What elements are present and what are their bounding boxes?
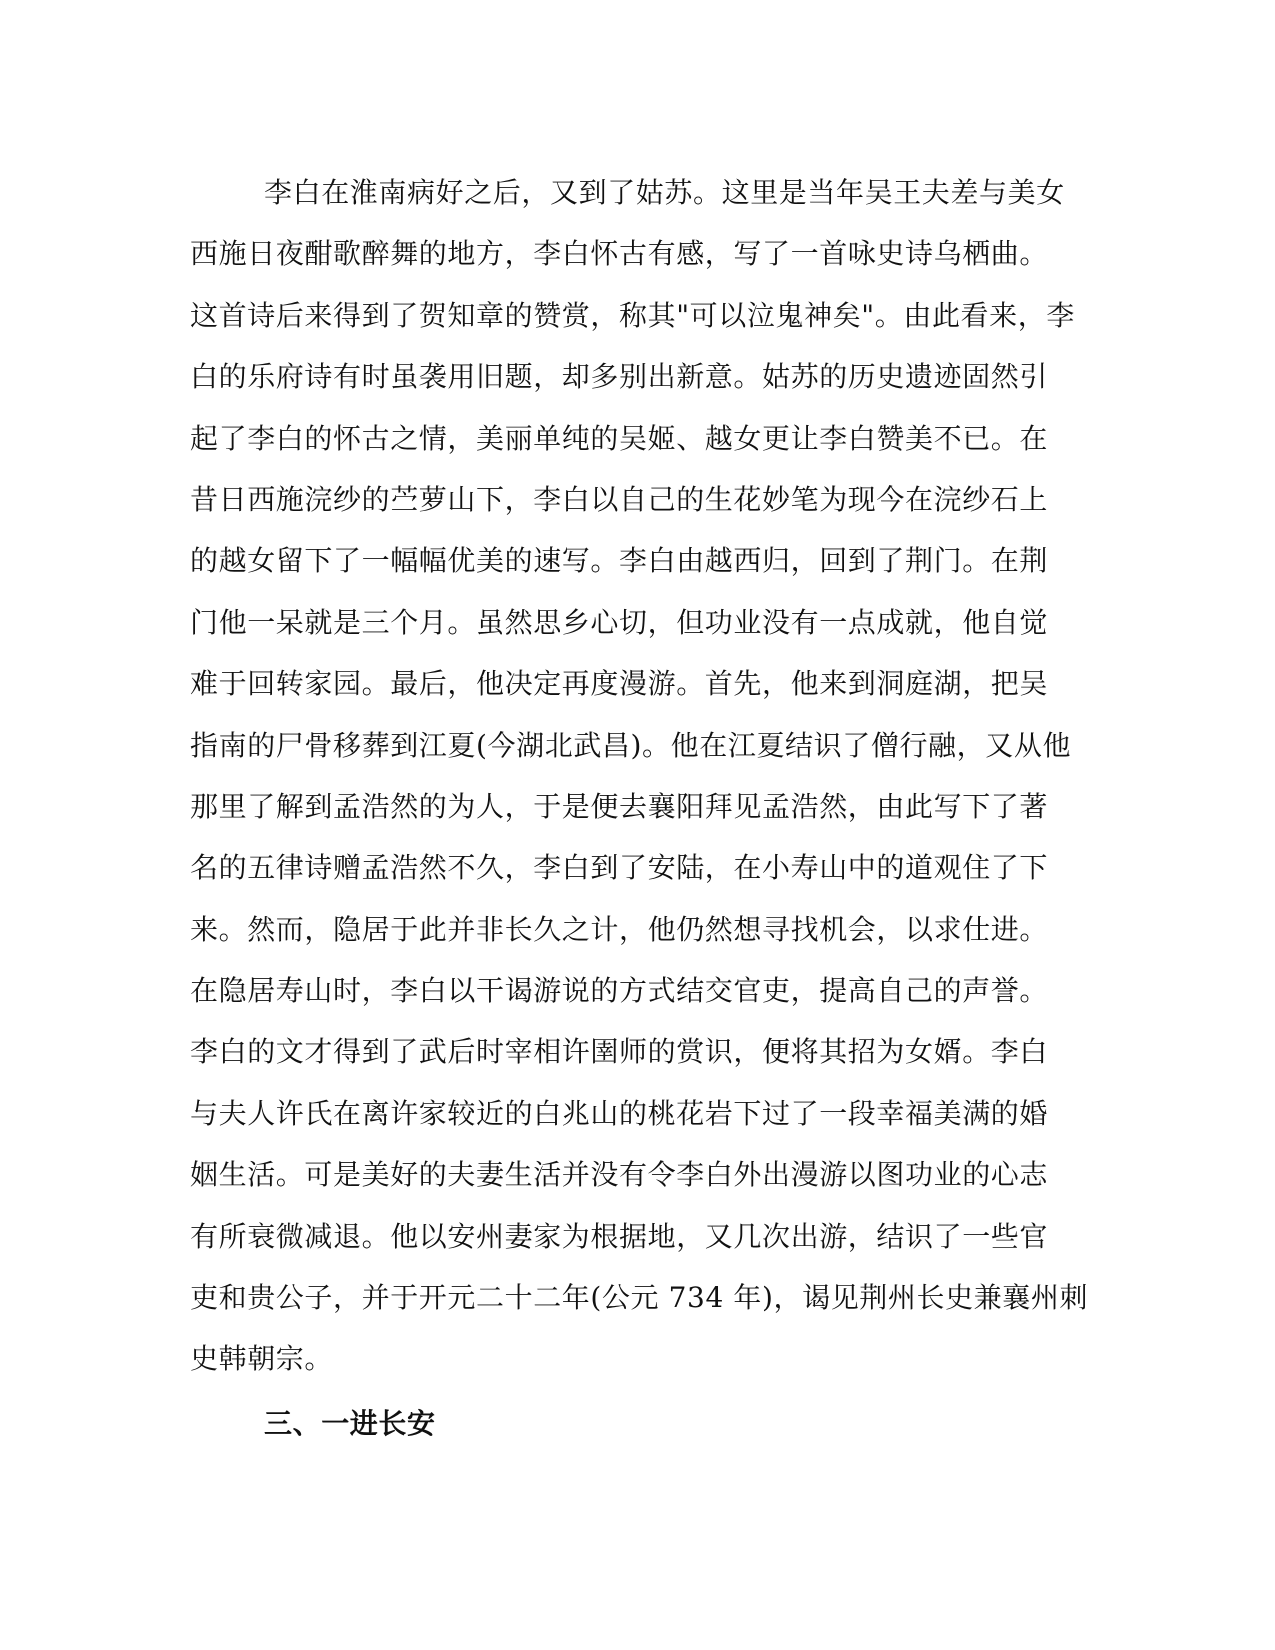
paragraph-line: 有所衰微减退。他以安州妻家为根据地，又几次出游，结识了一些官	[190, 1219, 1049, 1253]
paragraph-line: 来。然而，隐居于此并非长久之计，他仍然想寻找机会，以求仕进。	[190, 912, 1049, 946]
paragraph-line: 门他一呆就是三个月。虽然思乡心切，但功业没有一点成就，他自觉	[190, 605, 1049, 639]
paragraph-line: 难于回转家园。最后，他决定再度漫游。首先，他来到洞庭湖，把吴	[190, 667, 1049, 701]
paragraph-line: 白的乐府诗有时虽袭用旧题，却多别出新意。姑苏的历史遗迹固然引	[190, 360, 1049, 394]
section-heading: 三、一进长安	[264, 1407, 436, 1440]
paragraph-line: 在隐居寿山时，李白以干谒游说的方式结交官吏，提高自己的声誉。	[190, 974, 1049, 1008]
paragraph-line: 李白在淮南病好之后，又到了姑苏。这里是当年吴王夫差与美女	[264, 176, 1065, 209]
paragraph-line: 西施日夜酣歌醉舞的地方，李白怀古有感，写了一首咏史诗乌栖曲。	[190, 237, 1049, 271]
paragraph-line: 昔日西施浣纱的苎萝山下，李白以自己的生花妙笔为现今在浣纱石上	[190, 482, 1049, 516]
body-paragraph	[190, 162, 1090, 1390]
paragraph-line: 起了李白的怀古之情，美丽单纯的吴姬、越女更让李白赞美不已。在	[190, 421, 1049, 455]
paragraph-line: 那里了解到孟浩然的为人，于是便去襄阳拜见孟浩然，由此写下了著	[190, 789, 1049, 823]
paragraph-line: 吏和贵公子，并于开元二十二年(公元 734 年)，谒见荆州长史兼襄州刺	[190, 1281, 1089, 1315]
paragraph-line: 李白的文才得到了武后时宰相许圉师的赏识，便将其招为女婿。李白	[190, 1035, 1049, 1069]
paragraph-line: 史韩朝宗。	[190, 1342, 334, 1376]
paragraph-line: 这首诗后来得到了贺知章的赞赏，称其"可以泣鬼神矣"。由此看来，李	[190, 298, 1075, 332]
paragraph-line: 指南的尸骨移葬到江夏(今湖北武昌)。他在江夏结识了僧行融，又从他	[190, 728, 1072, 762]
paragraph-line: 的越女留下了一幅幅优美的速写。李白由越西归，回到了荆门。在荆	[190, 544, 1049, 578]
paragraph-line: 名的五律诗赠孟浩然不久，李白到了安陆，在小寿山中的道观住了下	[190, 851, 1049, 885]
paragraph-line: 与夫人许氏在离许家较近的白兆山的桃花岩下过了一段幸福美满的婚	[190, 1096, 1049, 1130]
paragraph-line: 姻生活。可是美好的夫妻生活并没有令李白外出漫游以图功业的心志	[190, 1158, 1049, 1192]
